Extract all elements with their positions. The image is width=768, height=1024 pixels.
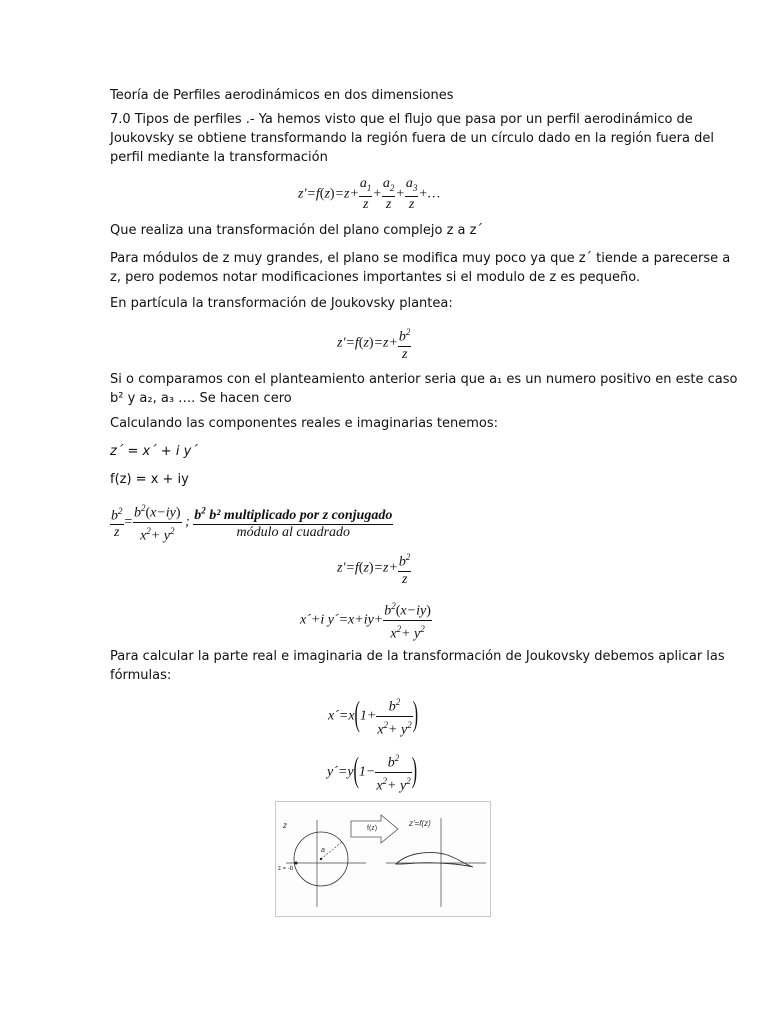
airfoil-shape [396,852,473,867]
equation-zprime: z´ = x´ + i y´ [110,444,198,459]
paragraph-moduli-line-1: Para módulos de z muy grandes, el plano se modifica muy poco ya que z´ tiende a parecerse a [110,251,731,266]
paragraph-formulas-line-1: Para calcular la parte real e imaginaria de la transformación de Joukovsky debemos aplicar las [110,649,725,664]
label-z: z [283,821,287,830]
equation-expanded: x´+i y´=x+iy+ $\frac{b^2(x-iy)}{x^2+ y^2}$ [300,598,432,642]
conjugate-denominator-text: módulo al cuadrado [236,525,351,541]
equation-x-prime: x´=x(1+ $\frac{b^2}{x^2+ y^2}$ ) [328,694,418,738]
equation-joukovsky-repeat: z'=f(z)=z+ $\frac{b^2}{z}$ [337,549,411,588]
paragraph-joukovsky: En partícula la transformación de Joukovsky plantea: [110,296,453,311]
paragraph-compare-line-2: b² y a₂, a₃ …. Se hacen cero [110,391,292,406]
intro-line-1: 7.0 Tipos de perfiles .- Ya hemos visto que el flujo que pasa por un perfil aerodinámico de [110,112,693,127]
paragraph-compare-line-1: Si o comparamos con el planteamiento anterior seria que a₁ es un numero positivo en este caso [110,372,738,387]
equation-y-prime: y´=y(1− $\frac{b^2}{x^2+ y^2}$ ) [327,750,417,794]
label-z-minus-b: z = -b [278,866,294,872]
label-zprime: z'=f(z) [409,819,431,828]
paragraph-moduli-line-2: z, pero podemos notar modificaciones importantes si el modulo de z es pequeño. [110,270,641,285]
paragraph-complex-plane: Que realiza una transformación del plano complejo z a z´ [110,223,483,238]
circle-center [320,858,322,860]
paragraph-formulas-line-2: fórmulas: [110,668,172,683]
intro-line-2: Joukovsky se obtiene transformando la región fuera de un círculo dado en la región fuera del [110,131,714,146]
heading: Teoría de Perfiles aerodinámicos en dos dimensiones [110,88,454,103]
conjugate-numerator-text: b² multiplicado por z conjugado [209,508,393,524]
joukovsky-transformation-figure [275,801,491,917]
label-a: a [321,847,325,854]
equation-fz: f(z) = x + iy [110,472,189,487]
equation-joukovsky: z'=f(z)=z+ $\frac{b^2}{z}$ [337,324,411,363]
equation-conjugate: $\frac{b^2}{z}$ = $\frac{b^2(x-iy)}{x^2+ y^2}$ ; $\frac{b^2 b^2 multiplicado por z conjugado}{\text{módulo al cuadrado}}$ [110,500,393,544]
label-fz: f(z) [367,825,378,832]
point-minus-b [295,862,298,865]
figure-drawing [276,802,490,916]
equation-series: z'=f(z)=z+ $\frac{a_1}{z}$ + $\frac{a_2}{z}$ + $\frac{a_3}{z}$ +… [298,176,441,212]
intro-line-3: perfil mediante la transformación [110,150,328,165]
paragraph-components: Calculando las componentes reales e imaginarias tenemos: [110,416,499,431]
